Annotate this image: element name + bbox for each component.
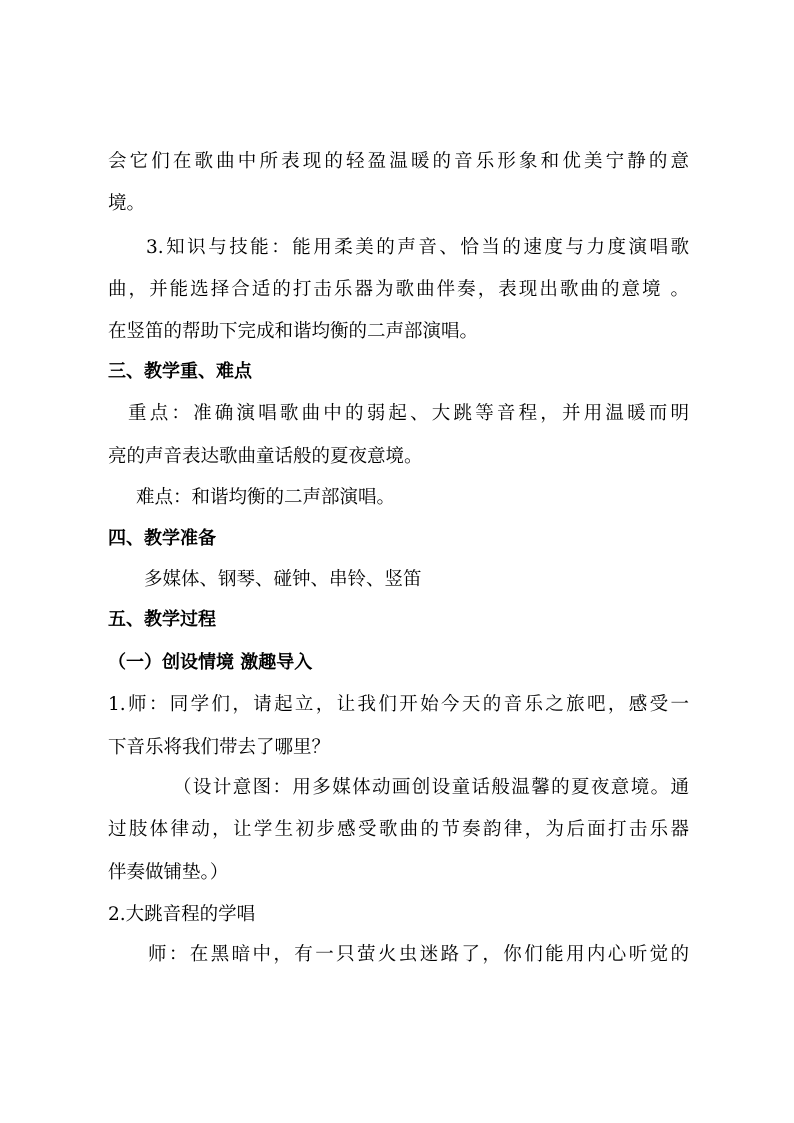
paragraph-line: 2.大跳音程的学唱 xyxy=(108,904,256,925)
section-heading: 四、教学准备 xyxy=(108,528,216,549)
paragraph-line: 下音乐将我们带去了哪里？ xyxy=(108,737,331,758)
paragraph-line: 伴奏做铺垫。） xyxy=(108,862,229,883)
paragraph-line: 过肢体律动，让学生初步感受歌曲的节奏韵律，为后面打击乐器 xyxy=(108,819,689,840)
paragraph-line: 曲，并能选择合适的打击乐器为歌曲伴奏，表现出歌曲的意境 。 xyxy=(108,279,689,300)
paragraph-line: 重点：准确演唱歌曲中的弱起、大跳等音程，并用温暖而明 xyxy=(128,403,689,424)
paragraph-line: 1.师：同学们，请起立，让我们开始今天的音乐之旅吧，感受一 xyxy=(108,694,689,715)
section-heading: 五、教学过程 xyxy=(108,609,216,630)
paragraph-line: 难点：和谐均衡的二声部演唱。 xyxy=(136,487,396,508)
paragraph-line: 亮的声音表达歌曲童话般的夏夜意境。 xyxy=(108,446,423,467)
subsection-heading: （一）创设情境 激趣导入 xyxy=(108,652,313,673)
section-heading: 三、教学重、难点 xyxy=(108,361,252,382)
paragraph-line: 境。 xyxy=(108,193,146,214)
paragraph-line: 多媒体、钢琴、碰钟、串铃、竖笛 xyxy=(144,569,422,590)
paragraph-line: 师：在黑暗中，有一只萤火虫迷路了，你们能用内心听觉的 xyxy=(148,944,689,965)
paragraph-line: （设计意图：用多媒体动画创设童话般温馨的夏夜意境。通 xyxy=(173,777,689,798)
paragraph-line: 3.知识与技能：能用柔美的声音、恰当的速度与力度演唱歌 xyxy=(146,237,689,258)
paragraph-line: 在竖笛的帮助下完成和谐均衡的二声部演唱。 xyxy=(108,321,479,342)
paragraph-line: 会它们在歌曲中所表现的轻盈温暖的音乐形象和优美宁静的意 xyxy=(108,151,689,172)
